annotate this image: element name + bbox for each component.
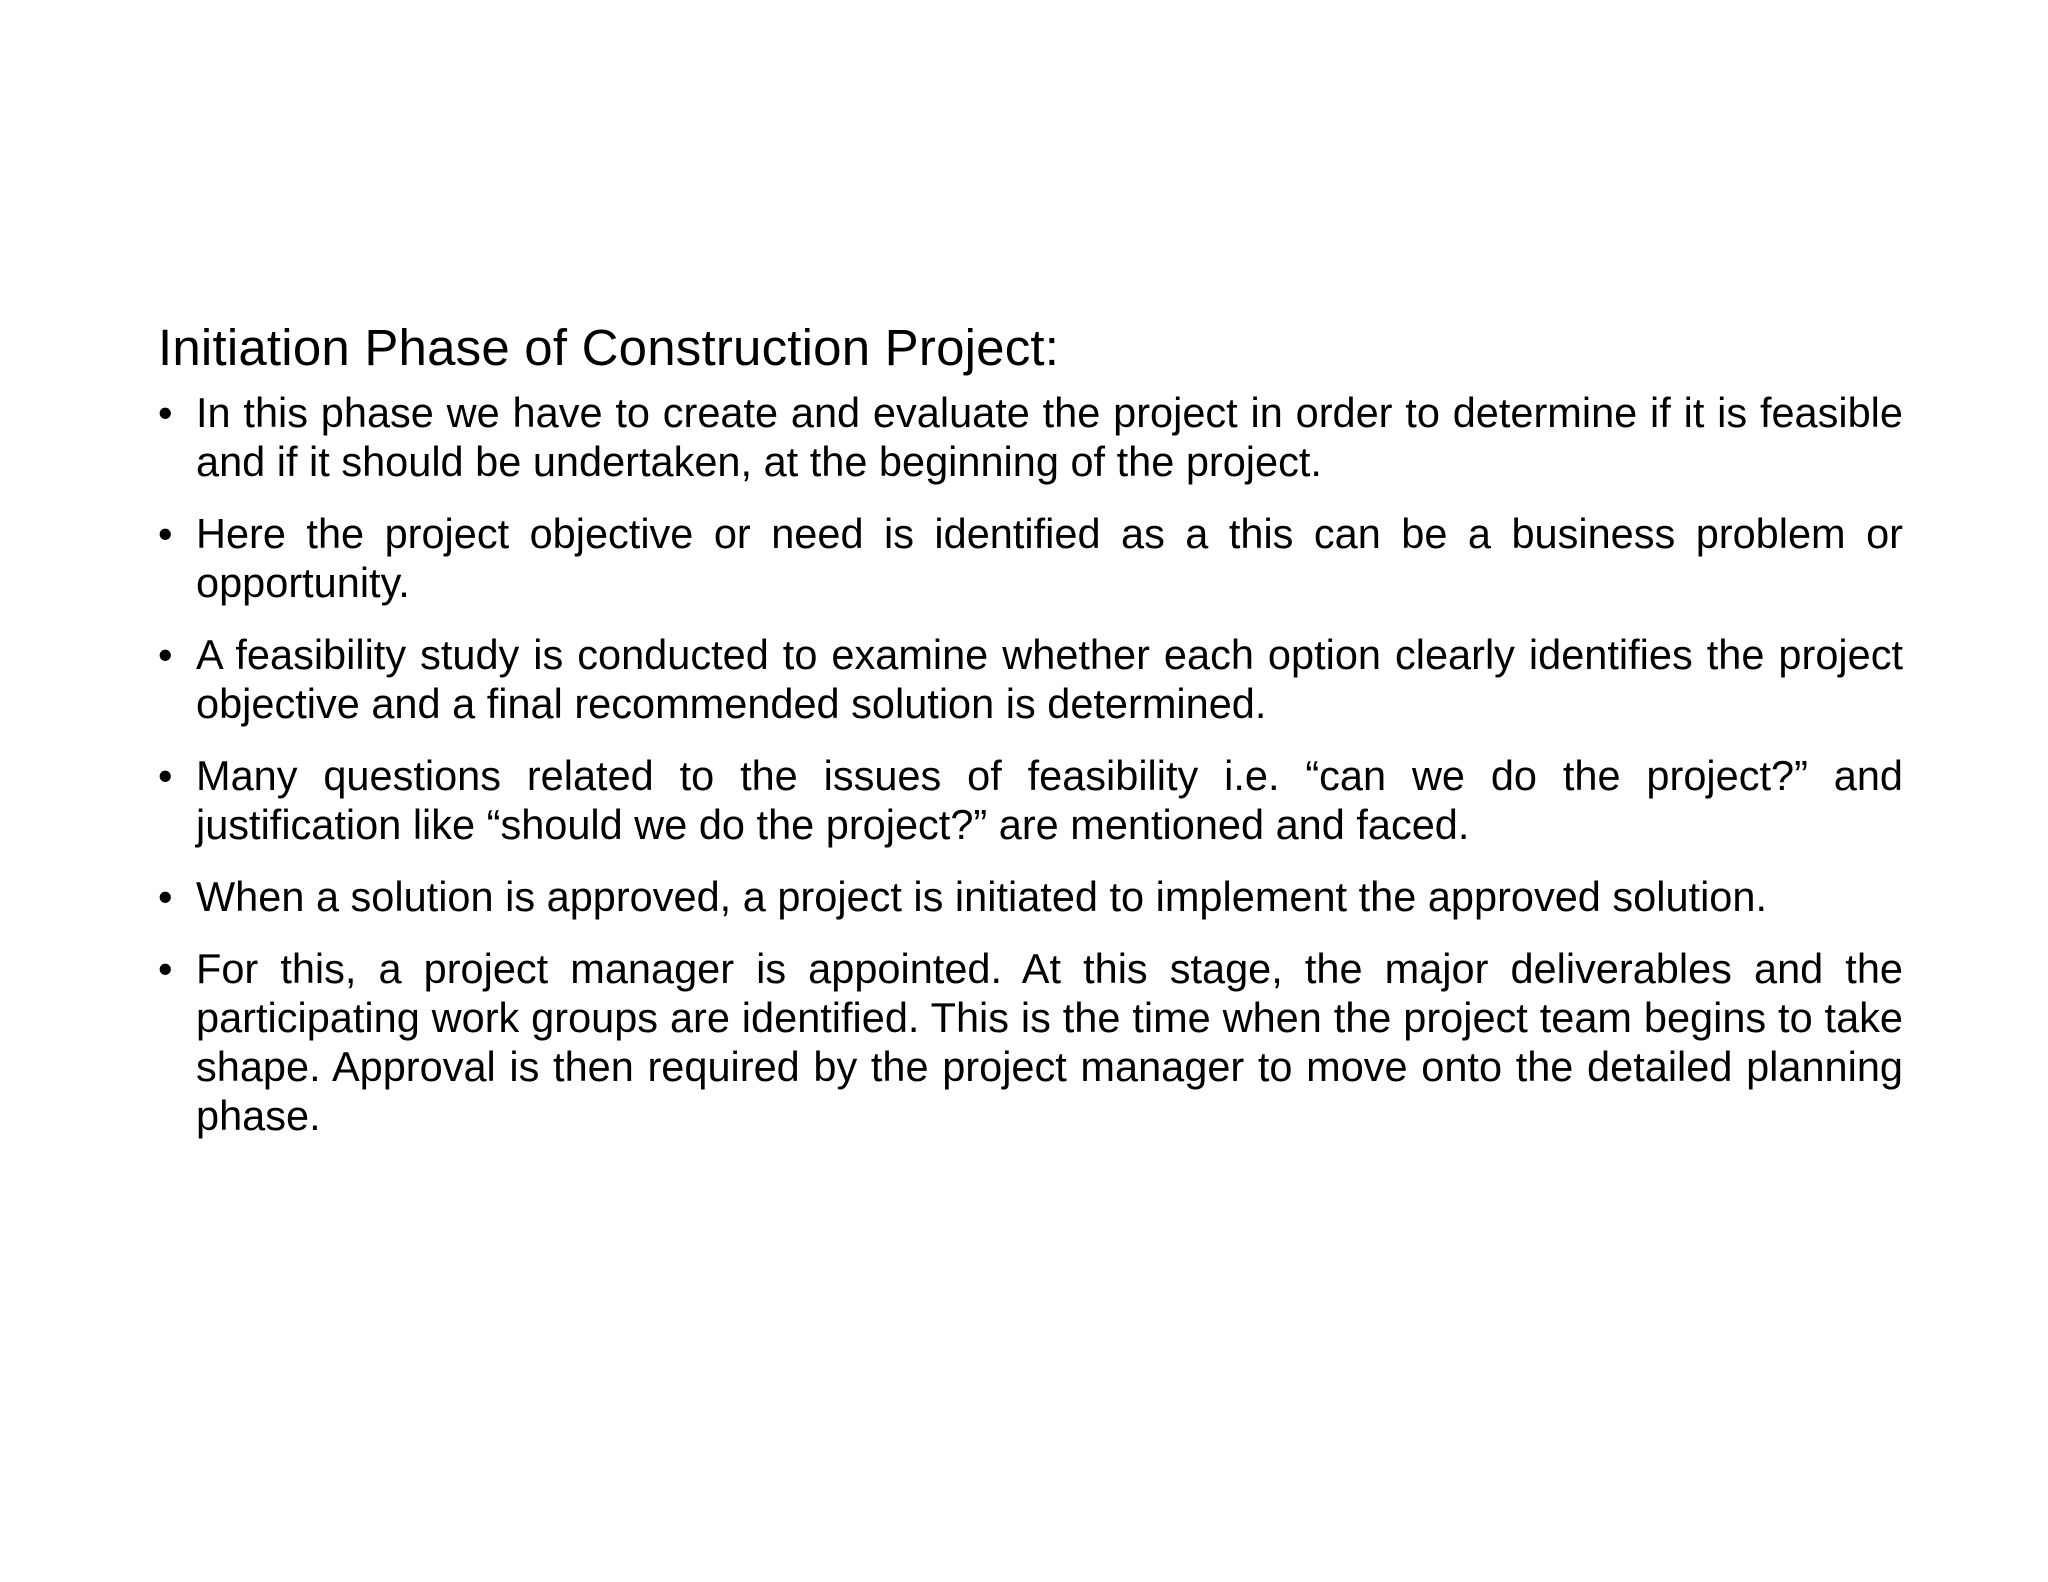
slide-content <box>158 318 1903 1163</box>
bullet-text: A feasibility study is conducted to examine whether each option clearly identifies the project objective and a final recommended solution is determined. <box>196 631 1903 727</box>
bullet-item <box>158 509 1903 607</box>
bullet-icon: • <box>158 389 173 436</box>
bullet-text: For this, a project manager is appointed. At this stage, the major deliverables and the participating work groups are identified. This is the time when the project team begins to take shape. Approval is then required by the project manager to move onto the detailed planning phase. <box>196 945 1903 1139</box>
bullet-icon: • <box>158 873 173 920</box>
bullet-text: Here the project objective or need is identified as a this can be a business problem or opportunity. <box>196 510 1903 606</box>
bullet-item <box>158 751 1903 849</box>
bullet-item <box>158 944 1903 1140</box>
bullet-item <box>158 630 1903 728</box>
bullet-icon: • <box>158 752 173 799</box>
slide-heading: Initiation Phase of Construction Project: <box>158 319 1060 376</box>
bullet-item <box>158 388 1903 486</box>
bullet-icon: • <box>158 510 173 557</box>
bullet-item <box>158 872 1903 921</box>
bullet-list <box>158 388 1903 1140</box>
bullet-icon: • <box>158 945 173 992</box>
bullet-icon: • <box>158 631 173 678</box>
bullet-text: Many questions related to the issues of feasibility i.e. “can we do the project?” and justification like “should we do the project?” are mentioned and faced. <box>196 752 1903 848</box>
bullet-text: When a solution is approved, a project is initiated to implement the approved solution. <box>196 873 1767 920</box>
bullet-text: In this phase we have to create and evaluate the project in order to determine if it is feasible and if it should be undertaken, at the beginning of the project. <box>196 389 1903 485</box>
